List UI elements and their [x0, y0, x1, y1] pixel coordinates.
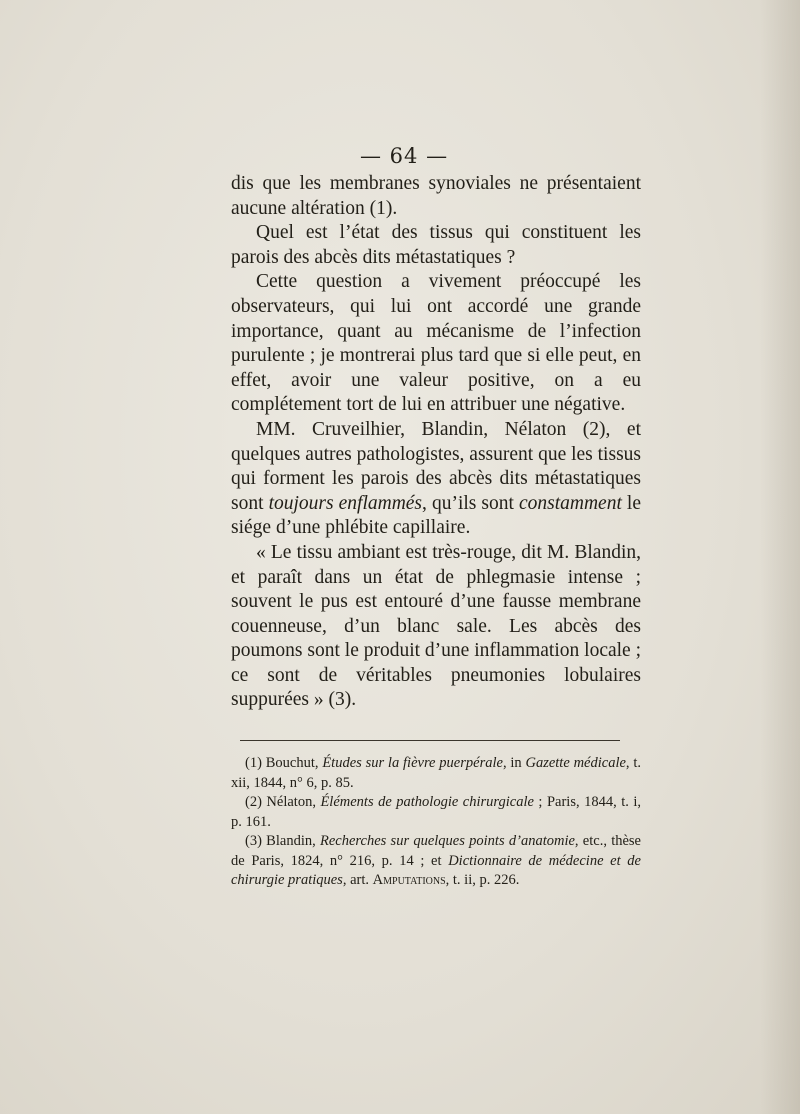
- paragraph-4: [231, 418, 641, 541]
- footnote-3: [231, 832, 641, 891]
- paragraph-5: « Le tissu ambiant est très-rouge, dit M. Blandin, et paraît dans un état de phlegmasie intense ; souvent le pus est entouré d’une fausse membrane couenneuse, d’un blanc sale. Les abcès des poumons sont le produit d’une inflammation locale ; ce sont de véritables pneumonies lobulaires suppurées » (3).: [231, 541, 641, 711]
- paragraph-4-emphasis-1: toujours enflammés: [268, 492, 423, 514]
- footnote-1: [231, 754, 641, 793]
- paragraph-4-text-2: , qu’ils sont: [422, 492, 519, 514]
- footnote-3-page: , t. ii, p. 226.: [445, 872, 520, 888]
- footnote-3-title: Recherches sur quelques points d’anatomie: [320, 833, 575, 849]
- footnote-divider: [240, 740, 620, 741]
- footnote-1-ref: , t. xii, 1844, n° 6, p. 85.: [231, 755, 642, 791]
- footnote-2-title: Éléments de pathologie chirurgicale: [320, 794, 534, 810]
- footnote-2-ref: ; Paris, 1844, t. i, p. 161.: [231, 794, 641, 830]
- footnote-3-author: Blandin,: [261, 833, 320, 849]
- footnote-1-in: , in: [502, 755, 526, 771]
- paragraph-4-text-1: MM. Cruveilhier, Blandin, Nélaton (2), et quelques autres pathologistes, assurent que les tissus qui forment les parois des abcès dits métastatiques sont: [231, 418, 641, 514]
- main-text: [231, 172, 641, 713]
- footnote-2: [231, 793, 641, 832]
- paragraph-1: dis que les membranes synoviales ne présentaient aucune altération (1).: [231, 173, 641, 219]
- footnote-1-mark: (1): [245, 755, 262, 771]
- footnote-1-author: Bouchut,: [261, 755, 323, 771]
- footnote-2-author: Nélaton,: [261, 794, 321, 810]
- paragraph-4-text-3: le siége d’une phlébite capillaire.: [231, 492, 641, 539]
- footnote-3-art: , art.: [342, 872, 373, 888]
- footnote-1-title: Études sur la fièvre puerpérale: [322, 755, 503, 771]
- footnote-1-journal: Gazette médicale: [525, 755, 626, 771]
- footnote-3-mark: (3): [245, 833, 262, 849]
- page-number: — 64 —: [360, 144, 449, 168]
- footnote-3-article: Amputations: [372, 872, 446, 888]
- footnote-3-dictionary: Dictionnaire de médecine et de chirurgie pratiques: [231, 852, 641, 888]
- footnote-3-ref: , etc., thèse de Paris, 1824, n° 216, p. 14 ; et: [231, 833, 641, 869]
- paragraph-2: Quel est l’état des tissus qui constituent les parois des abcès dits métastatiques ?: [231, 222, 641, 268]
- paragraph-3: Cette question a vivement préoccupé les observateurs, qui lui ont accordé une grande importance, quant au mécanisme de l’infection purulente ; je montrerai plus tard que si elle peut, en effet, avoir une valeur positive, on a eu complétement tort de lui en attribuer une négative.: [231, 271, 641, 416]
- footnote-2-mark: (2): [245, 794, 262, 810]
- paragraph-4-emphasis-2: constamment: [518, 492, 622, 514]
- footnotes: [231, 754, 641, 891]
